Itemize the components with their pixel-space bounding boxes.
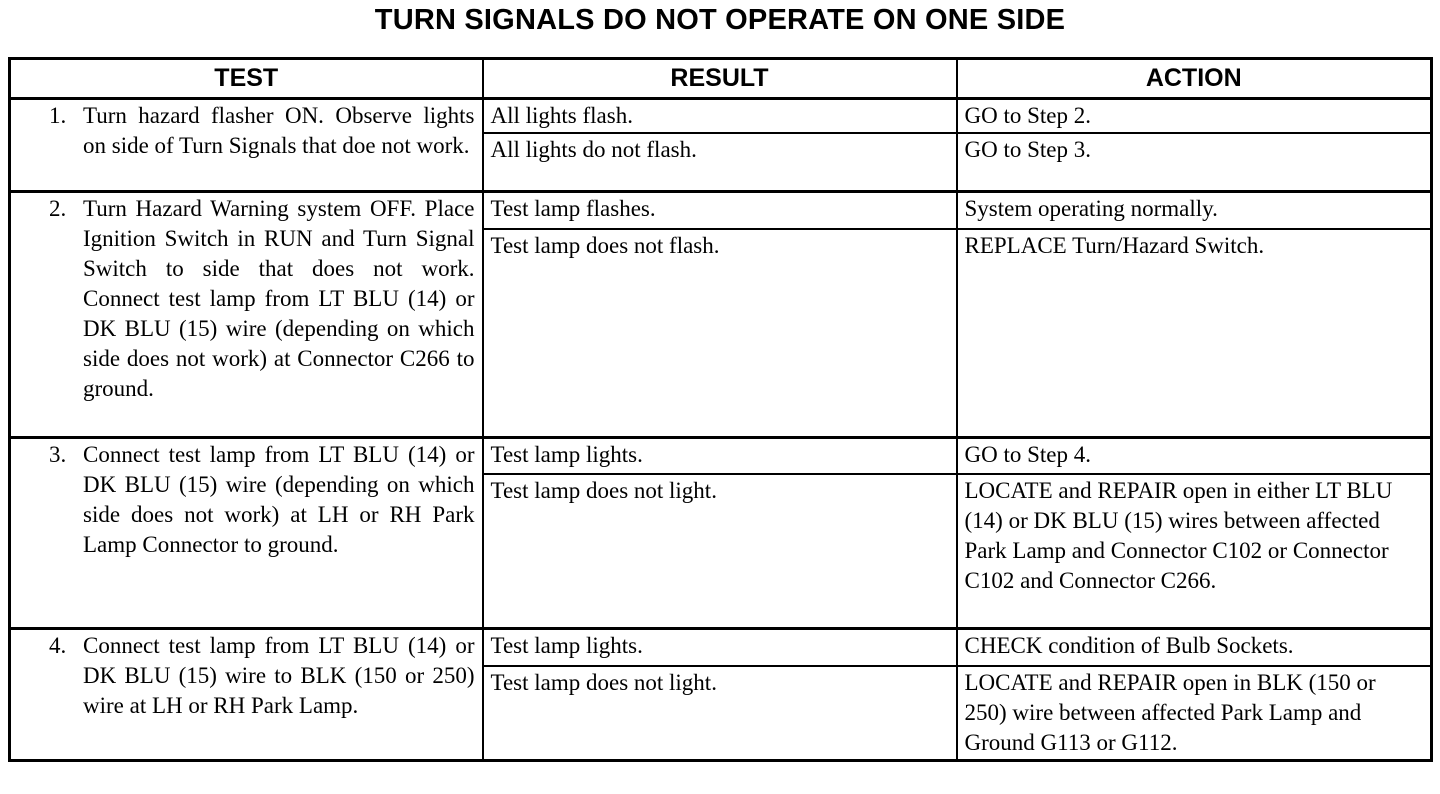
header-result: RESULT [483, 59, 957, 99]
header-test: TEST [10, 59, 483, 99]
step-2-test [10, 192, 483, 438]
step-3-action-2: LOCATE and REPAIR open in either LT BLU (14) or DK BLU (15) wires between affected Park Lamp and Connector C102 or Connector C102 and Connector C266. [957, 474, 1432, 629]
step-4-action-1: CHECK condition of Bulb Sockets. [957, 629, 1432, 667]
step-4-result-2: Test lamp does not light. [483, 666, 957, 761]
step-1-result-2: All lights do not flash. [483, 133, 957, 192]
step-1-result-1: All lights flash. [483, 99, 957, 134]
diagnostic-table [8, 57, 1433, 762]
header-row [10, 59, 1432, 99]
step-2-row-a [10, 192, 1432, 230]
step-4-test-text: Connect test lamp from LT BLU (14) or DK BLU (15) wire to BLK (150 or 250) wire at LH or RH Park Lamp. [83, 633, 475, 718]
step-3-test [10, 438, 483, 629]
step-4-row-a [10, 629, 1432, 667]
step-2-result-2: Test lamp does not flash. [483, 229, 957, 438]
step-1-action-2: GO to Step 3. [957, 133, 1432, 192]
header-action: ACTION [957, 59, 1432, 99]
step-2-action-2: REPLACE Turn/Hazard Switch. [957, 229, 1432, 438]
step-2-test-text: Turn Hazard Warning system OFF. Place Ignition Switch in RUN and Turn Signal Switch to side that does not work. Connect test lamp from LT BLU (14) or DK BLU (15) wire (depending on which side does not work) at Connector C266 to ground. [83, 196, 475, 401]
step-1-row-a [10, 99, 1432, 134]
step-3-action-1: GO to Step 4. [957, 438, 1432, 475]
step-1-number: 1. [49, 103, 67, 128]
step-4-result-1: Test lamp lights. [483, 629, 957, 667]
step-4-action-2: LOCATE and REPAIR open in BLK (150 or 250) wire between affected Park Lamp and Ground G113 or G112. [957, 666, 1432, 761]
step-3-result-1: Test lamp lights. [483, 438, 957, 475]
step-2-action-1: System operating normally. [957, 192, 1432, 230]
step-1-test-text: Turn hazard flasher ON. Observe lights on side of Turn Signals that doe not work. [83, 103, 475, 158]
step-3-test-text: Connect test lamp from LT BLU (14) or DK BLU (15) wire (depending on which side does not work) at LH or RH Park Lamp Connector to ground. [83, 442, 475, 557]
step-4-number: 4. [49, 633, 67, 658]
step-1-test [10, 99, 483, 192]
step-1-action-1: GO to Step 2. [957, 99, 1432, 134]
step-3-result-2: Test lamp does not light. [483, 474, 957, 629]
step-3-row-a [10, 438, 1432, 475]
step-2-result-1: Test lamp flashes. [483, 192, 957, 230]
page-title: TURN SIGNALS DO NOT OPERATE ON ONE SIDE [374, 4, 1066, 36]
step-2-number: 2. [49, 196, 67, 221]
step-4-test [10, 629, 483, 761]
step-3-number: 3. [49, 442, 67, 467]
